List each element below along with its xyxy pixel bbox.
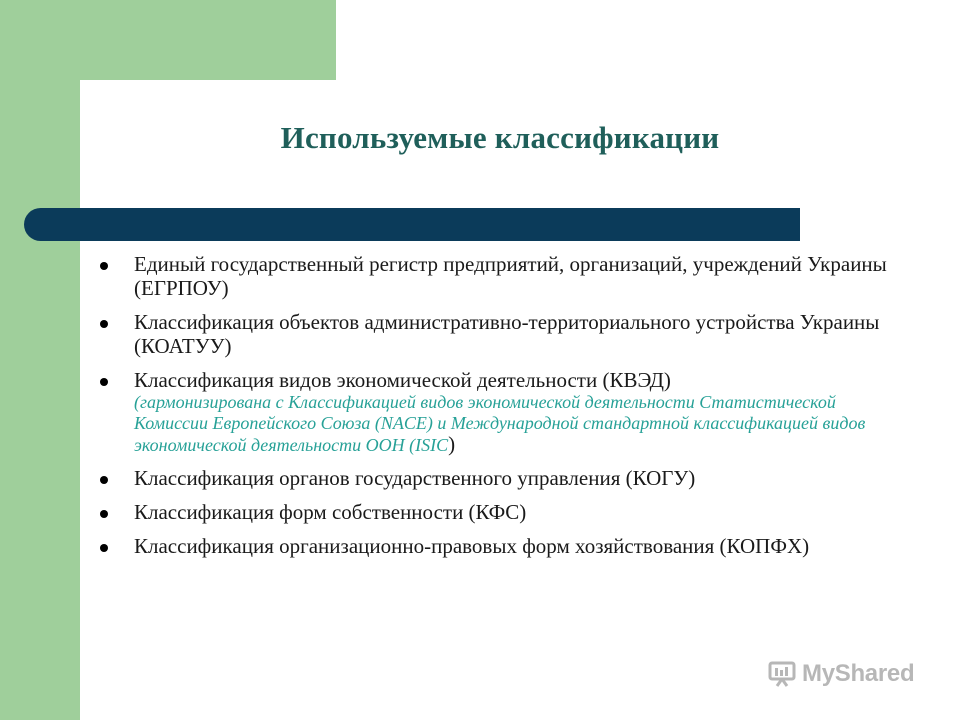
list-item	[100, 368, 900, 456]
list-item-text: Классификация органов государственного управления (КОГУ)	[134, 466, 696, 490]
title-underline-bar	[24, 208, 800, 241]
green-side-panel	[0, 0, 80, 720]
list-item-text: Классификация форм собственности (КФС)	[134, 500, 527, 524]
list-item	[100, 466, 900, 490]
bullet-icon	[100, 510, 108, 518]
bullet-icon	[100, 320, 108, 328]
list-item-note	[134, 392, 900, 456]
bullet-icon	[100, 476, 108, 484]
watermark-logo	[768, 658, 914, 690]
presentation-icon	[768, 661, 796, 687]
list-item	[100, 500, 900, 524]
note-close-paren: )	[448, 432, 456, 456]
watermark-text: MyShared	[802, 660, 915, 687]
list-item	[100, 534, 900, 558]
slide-title: Используемые классификации	[280, 120, 720, 155]
list-item-text: Классификация организационно-правовых форм хозяйствования (КОПФХ)	[134, 534, 810, 558]
list-item-text: Классификация видов экономической деятельности (КВЭД)	[134, 368, 671, 392]
green-top-panel	[0, 0, 336, 80]
list-item-text: Единый государственный регистр предприятий, организаций, учреждений Украины (ЕГРПОУ)	[134, 252, 887, 300]
bullet-icon	[100, 378, 108, 386]
list-item-text: Классификация объектов административно-территориального устройства Украины (КОАТУУ)	[134, 310, 880, 358]
bullet-icon	[100, 544, 108, 552]
note-text: (гармонизирована с Классификацией видов экономической деятельности Статистической Комиссии Европейского Союза (NACE) и Международной стандартной классификацией видов экономической деятельности ООН (ISIC	[134, 392, 866, 455]
list-item	[100, 310, 900, 358]
classification-list	[100, 252, 900, 568]
bullet-icon	[100, 262, 108, 270]
list-item	[100, 252, 900, 300]
